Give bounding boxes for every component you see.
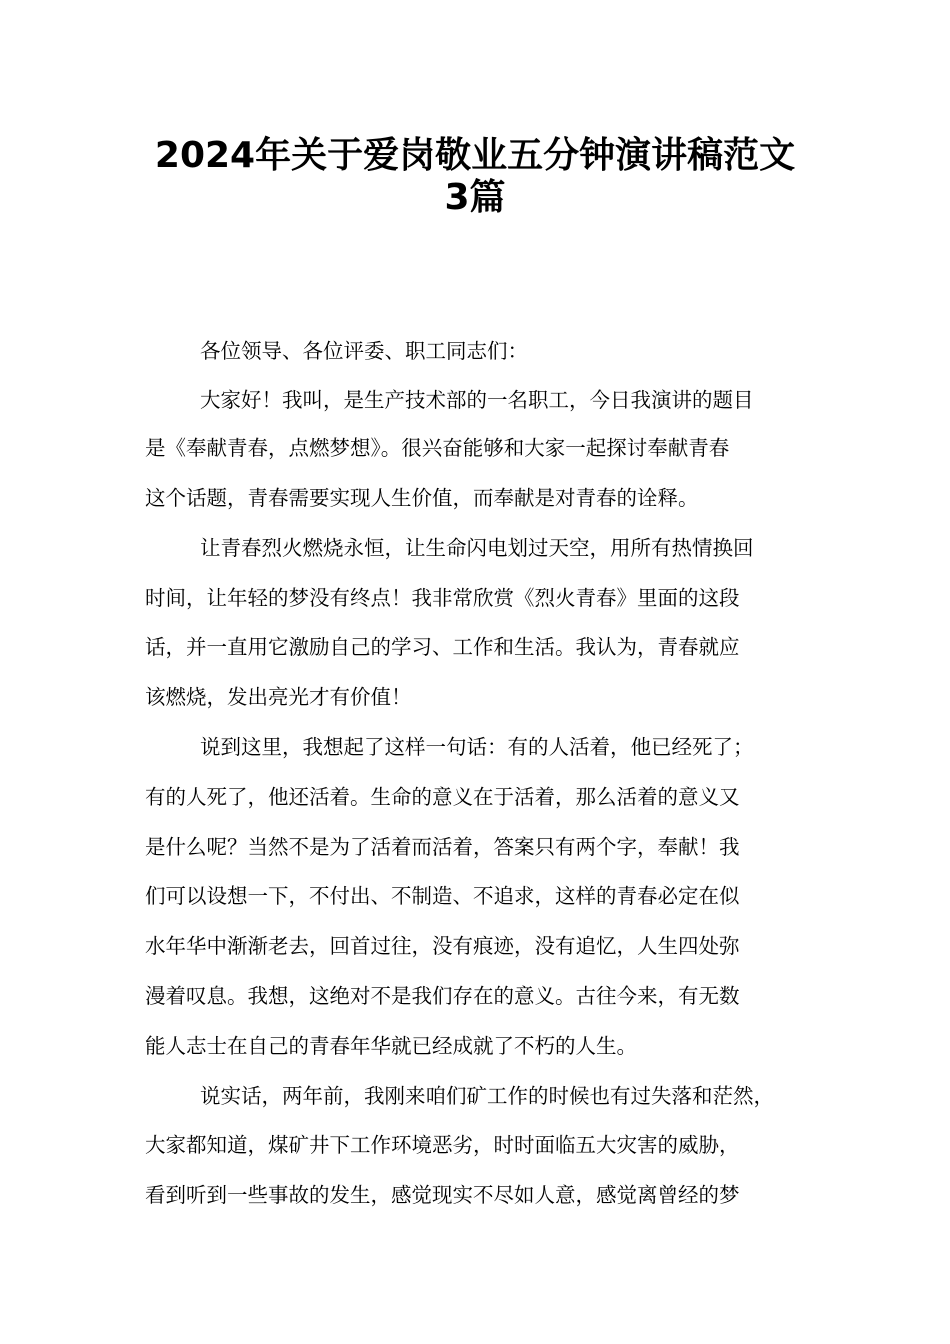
document-title-line-2: 3篇	[444, 177, 506, 218]
body-text-line: 让青春烈火燃烧永恒，让生命闪电划过天空，用所有热情换回	[200, 536, 754, 560]
body-text-line: 说实话，两年前，我刚来咱们矿工作的时候也有过失落和茫然，	[200, 1084, 774, 1108]
body-text-line: 水年华中渐渐老去，回首过往，没有痕迹，没有追忆，人生四处弥	[145, 934, 740, 958]
body-text-line: 说到这里，我想起了这样一句话：有的人活着，他已经死了；	[200, 735, 754, 759]
body-text-line: 看到听到一些事故的发生，感觉现实不尽如人意，感觉离曾经的梦	[145, 1183, 740, 1207]
body-text-line: 大家好！我叫，是生产技术部的一名职工，今日我演讲的题目	[200, 388, 754, 412]
body-text-line: 有的人死了，他还活着。生命的意义在于活着，那么活着的意义又	[145, 785, 740, 809]
body-text-line: 们可以设想一下，不付出、不制造、不追求，这样的青春必定在似	[145, 884, 740, 908]
body-text-line: 该燃烧，发出亮光才有价值！	[145, 685, 412, 709]
salutation-line: 各位领导、各位评委、职工同志们：	[200, 339, 528, 363]
body-text-line: 这个话题，青春需要实现人生价值，而奉献是对青春的诠释。	[145, 486, 699, 510]
body-text-line: 大家都知道，煤矿井下工作环境恶劣，时时面临五大灾害的威胁，	[145, 1133, 740, 1157]
body-text-line: 是什么呢？当然不是为了活着而活着，答案只有两个字，奉献！我	[145, 835, 740, 859]
body-text-line: 能人志士在自己的青春年华就已经成就了不朽的人生。	[145, 1034, 637, 1058]
document-title-line-1: 2024年关于爱岗敬业五分钟演讲稿范文	[154, 135, 796, 176]
body-text-line: 漫着叹息。我想，这绝对不是我们存在的意义。古往今来，有无数	[145, 984, 740, 1008]
body-text-line: 时间，让年轻的梦没有终点！我非常欣赏《烈火青春》里面的这段	[145, 586, 740, 610]
body-text-line: 话，并一直用它激励自己的学习、工作和生活。我认为，青春就应	[145, 635, 740, 659]
body-text-line: 是《奉献青春，点燃梦想》。很兴奋能够和大家一起探讨奉献青春	[145, 436, 730, 460]
